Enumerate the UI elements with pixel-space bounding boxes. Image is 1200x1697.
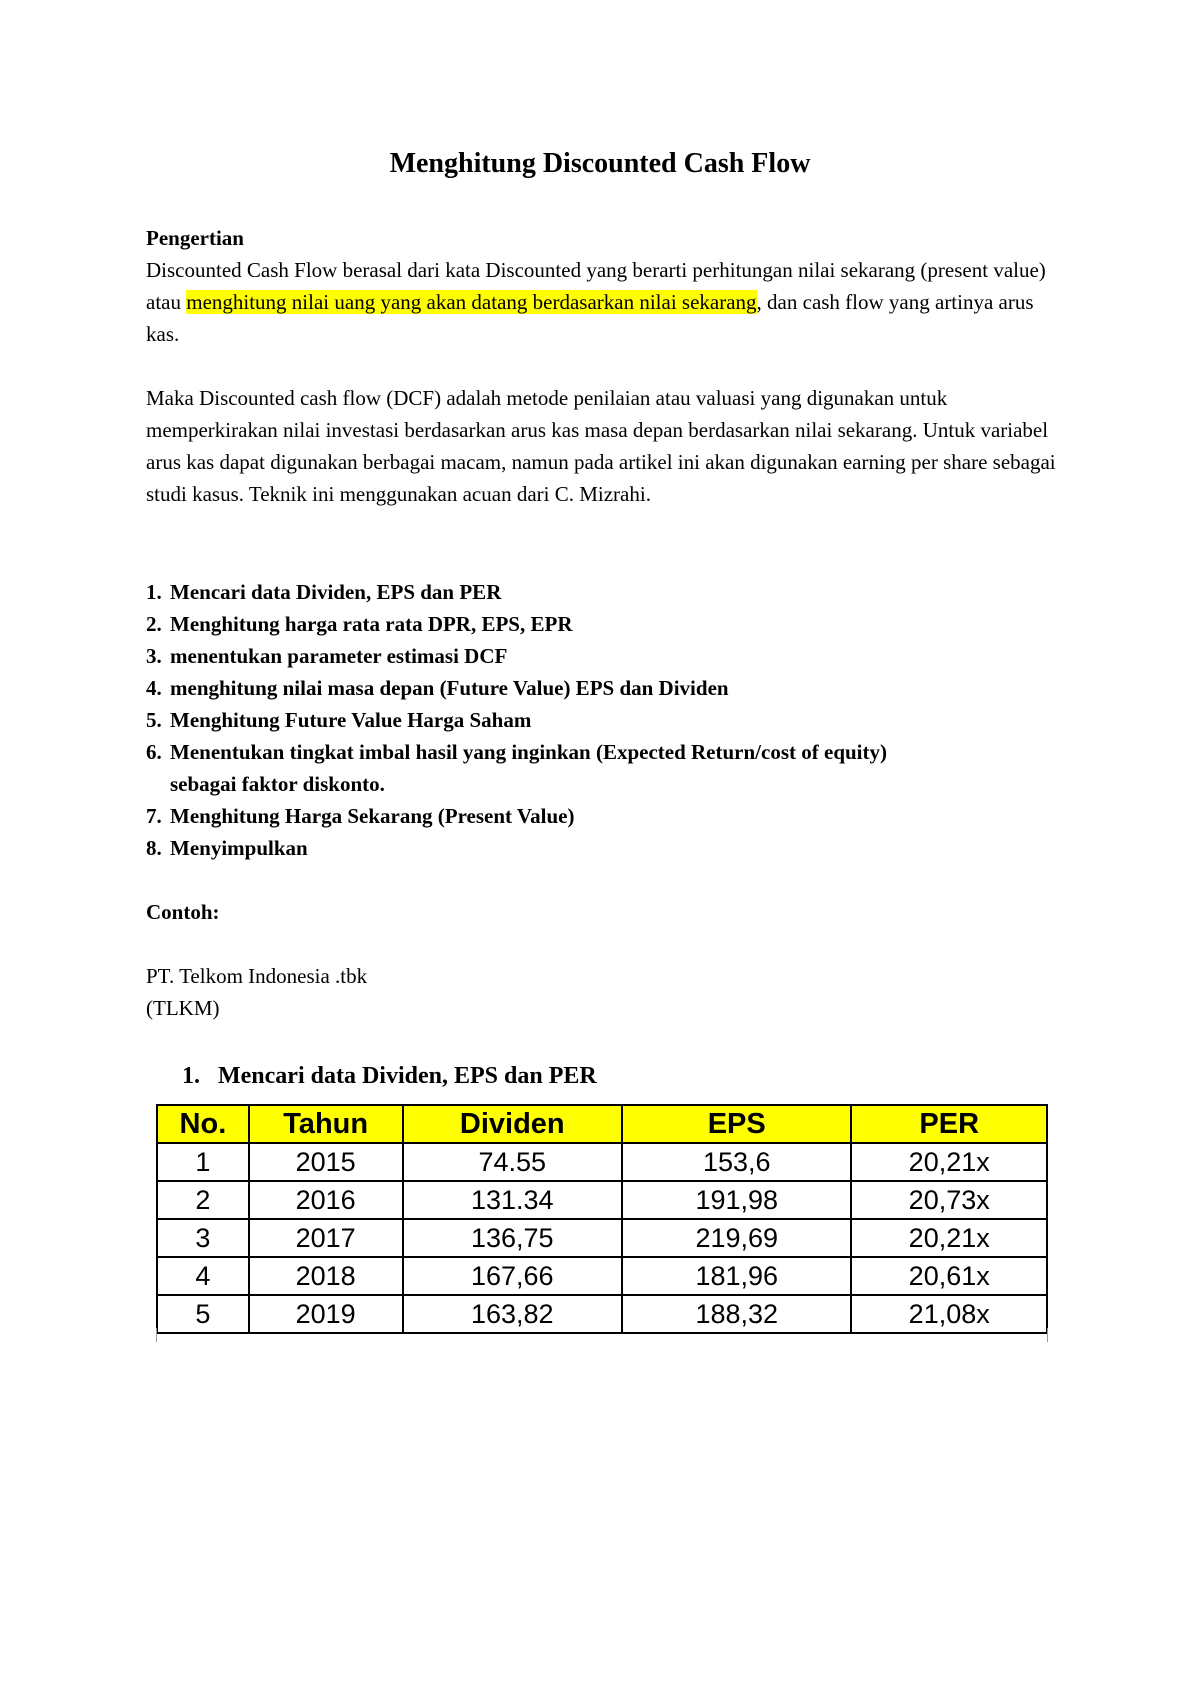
- cell-per: 20,73x: [851, 1181, 1047, 1219]
- header-tahun: Tahun: [249, 1105, 403, 1143]
- step-number: 4.: [146, 676, 162, 700]
- table-row: [157, 1219, 1047, 1257]
- table-row: [157, 1257, 1047, 1295]
- list-item: [146, 800, 1066, 832]
- cell-tahun: 2016: [249, 1181, 403, 1219]
- step-number: 5.: [146, 708, 162, 732]
- table-row: [157, 1295, 1047, 1333]
- company-name: PT. Telkom Indonesia .tbk: [146, 964, 368, 988]
- data-table: [156, 1104, 1048, 1334]
- list-item: [146, 672, 1066, 704]
- header-eps: EPS: [622, 1105, 851, 1143]
- step-text: Menghitung Harga Sekarang (Present Value): [170, 804, 575, 828]
- table-row: [157, 1181, 1047, 1219]
- step-text: Menghitung harga rata rata DPR, EPS, EPR: [170, 612, 573, 636]
- step-text: Menentukan tingkat imbal hasil yang inginkan (Expected Return/cost of equity): [170, 740, 887, 764]
- cell-dividen: 74.55: [403, 1143, 623, 1181]
- document-title: Menghitung Discounted Cash Flow: [389, 148, 811, 179]
- step-text: Menyimpulkan: [170, 836, 308, 860]
- step-text: menghitung nilai masa depan (Future Value) EPS dan Dividen: [170, 676, 729, 700]
- table-header-row: [157, 1105, 1047, 1143]
- cell-no: 1: [157, 1143, 249, 1181]
- sub-heading-number: 1.: [182, 1063, 200, 1089]
- section-heading: Pengertian: [146, 226, 244, 250]
- cell-eps: 153,6: [622, 1143, 851, 1181]
- list-item: [146, 736, 1066, 768]
- step-number: 3.: [146, 644, 162, 668]
- list-item: [146, 704, 1066, 736]
- cell-eps: 191,98: [622, 1181, 851, 1219]
- list-item: [146, 640, 1066, 672]
- cell-tahun: 2015: [249, 1143, 403, 1181]
- cell-per: 20,21x: [851, 1143, 1047, 1181]
- cell-per: 21,08x: [851, 1295, 1047, 1333]
- table-row: [157, 1143, 1047, 1181]
- cell-eps: 181,96: [622, 1257, 851, 1295]
- cell-tahun: 2018: [249, 1257, 403, 1295]
- paragraph-definition: [146, 254, 1066, 350]
- step-number: 2.: [146, 612, 162, 636]
- cell-eps: 219,69: [622, 1219, 851, 1257]
- header-per: PER: [851, 1105, 1047, 1143]
- company-ticker: (TLKM): [146, 996, 220, 1020]
- step-text: Mencari data Dividen, EPS dan PER: [170, 580, 502, 604]
- table-corner-mark: [156, 1328, 157, 1342]
- cell-tahun: 2017: [249, 1219, 403, 1257]
- list-item-continuation: sebagai faktor diskonto.: [170, 772, 385, 796]
- step-number: 6.: [146, 740, 162, 764]
- cell-per: 20,21x: [851, 1219, 1047, 1257]
- cell-dividen: 136,75: [403, 1219, 623, 1257]
- step-number: 1.: [146, 580, 162, 604]
- cell-no: 3: [157, 1219, 249, 1257]
- cell-no: 5: [157, 1295, 249, 1333]
- sub-heading: [182, 1060, 597, 1092]
- list-item: [146, 832, 1066, 864]
- step-number: 7.: [146, 804, 162, 828]
- table-corner-mark: [1047, 1328, 1048, 1342]
- steps-list: [146, 576, 1066, 864]
- paragraph-text: , dan cash flow yang artinya arus kas.: [146, 290, 1034, 346]
- list-item: [146, 576, 1066, 608]
- step-text: menentukan parameter estimasi DCF: [170, 644, 508, 668]
- header-no: No.: [157, 1105, 249, 1143]
- sub-heading-text: Mencari data Dividen, EPS dan PER: [218, 1063, 597, 1089]
- paragraph-dcf: Maka Discounted cash flow (DCF) adalah metode penilaian atau valuasi yang digunakan untuk memperkirakan nilai investasi berdasarkan arus kas masa depan berdasarkan nilai sekarang. Untuk variabel arus kas dapat digunakan berbagai macam, namun pada artikel ini akan digunakan earning per share sebagai studi kasus. Teknik ini menggunakan acuan dari C. Mizrahi.: [146, 386, 1056, 506]
- cell-dividen: 167,66: [403, 1257, 623, 1295]
- highlighted-text: menghitung nilai uang yang akan datang berdasarkan nilai sekarang: [186, 290, 757, 314]
- paragraph-text: Discounted Cash Flow berasal dari kata Discounted yang berarti perhitungan nilai sekarang (present value) atau: [146, 258, 1046, 314]
- cell-dividen: 131.34: [403, 1181, 623, 1219]
- step-number: 8.: [146, 836, 162, 860]
- cell-no: 2: [157, 1181, 249, 1219]
- list-item: [146, 608, 1066, 640]
- example-label: Contoh:: [146, 900, 220, 924]
- step-text: Menghitung Future Value Harga Saham: [170, 708, 532, 732]
- header-dividen: Dividen: [403, 1105, 623, 1143]
- cell-per: 20,61x: [851, 1257, 1047, 1295]
- cell-no: 4: [157, 1257, 249, 1295]
- cell-dividen: 163,82: [403, 1295, 623, 1333]
- cell-tahun: 2019: [249, 1295, 403, 1333]
- cell-eps: 188,32: [622, 1295, 851, 1333]
